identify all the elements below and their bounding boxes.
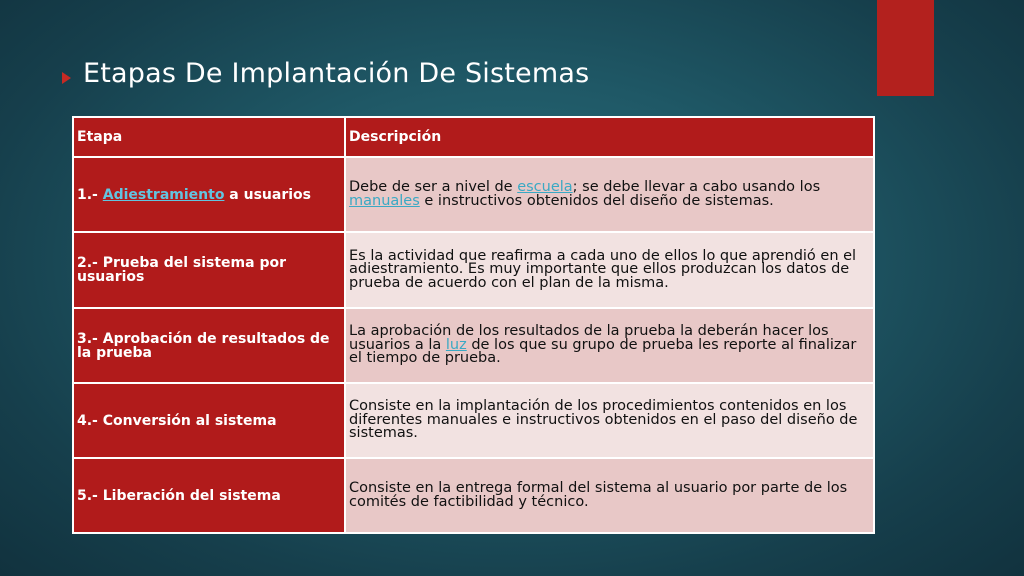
etapa-cell: 4.- Conversión al sistema xyxy=(73,383,345,458)
table-header-row xyxy=(73,117,874,157)
adiestramiento-link[interactable]: Adiestramiento xyxy=(102,186,225,203)
etapa-cell: 2.- Prueba del sistema por usuarios xyxy=(73,232,345,308)
etapa-cell: 5.- Liberación del sistema xyxy=(73,458,345,533)
luz-link[interactable]: luz xyxy=(445,336,467,353)
slide-title: Etapas De Implantación De Sistemas xyxy=(83,58,590,89)
etapa-cell: 3.- Aprobación de resultados de la prueba xyxy=(73,308,345,383)
header-etapa: Etapa xyxy=(73,117,345,157)
stages-table xyxy=(72,116,875,534)
descripcion-cell: Es la actividad que reafirma a cada uno de ellos lo que aprendió en el adiestramiento. Es muy importante que ellos produzcan los datos de prueba de acuerdo con el plan de la misma. xyxy=(345,232,874,308)
descripcion-cell: Consiste en la implantación de los procedimientos contenidos en los diferentes manuales e instructivos obtenidos en el paso del diseño de sistemas. xyxy=(345,383,874,458)
title-arrow-icon xyxy=(62,72,71,84)
table-row xyxy=(73,383,874,458)
table-row xyxy=(73,157,874,232)
descripcion-cell: La aprobación de los resultados de la prueba la deberán hacer los usuarios a la luz de los que su grupo de prueba les reporte al finalizar el tiempo de prueba. xyxy=(345,308,874,383)
table-row xyxy=(73,308,874,383)
escuela-link[interactable]: escuela xyxy=(517,179,573,195)
header-descripcion: Descripción xyxy=(345,117,874,157)
table-row xyxy=(73,458,874,533)
etapa-cell: 1.- Adiestramiento a usuarios xyxy=(73,157,345,232)
accent-bar xyxy=(877,0,934,96)
descripcion-cell: Debe de ser a nivel de escuela; se debe llevar a cabo usando los manuales e instructivos obtenidos del diseño de sistemas. xyxy=(345,157,874,232)
manuales-link[interactable]: manuales xyxy=(349,192,420,209)
descripcion-cell: Consiste en la entrega formal del sistema al usuario por parte de los comités de factibilidad y técnico. xyxy=(345,458,874,533)
table-row xyxy=(73,232,874,308)
